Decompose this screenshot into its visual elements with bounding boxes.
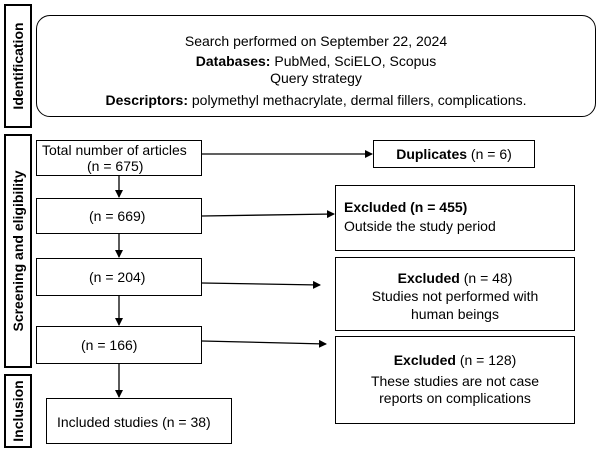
databases-label: Databases: [195,53,271,69]
descriptors-label: Descriptors: [105,92,188,108]
excluded-128-reason-line1: These studies are not case [370,373,540,389]
search-date-line: Search performed on September 22, 2024 [184,33,448,49]
section-inclusion-label: Inclusion [10,380,26,442]
excluded-48-reason-line2: human beings [411,306,499,322]
included-studies-label: Included studies (n = 38) [57,414,211,430]
databases-value: PubMed, SciELO, Scopus [270,53,437,69]
section-screening-label: Screening and eligibility [10,170,26,332]
records-669-count: (n = 669) [89,208,146,224]
total-articles-label: Total number of articles [42,142,187,158]
records-204-count: (n = 204) [89,269,146,285]
duplicates-count: (n = 6) [467,146,512,162]
excluded-455-reason: Outside the study period [344,218,496,234]
total-articles-count: (n = 675) [87,158,144,174]
excluded-128-reason-line2: reports on complications [379,390,531,406]
excluded-48-count: (n = 48) [459,270,513,286]
excluded-128-label: Excluded [393,352,456,368]
excluded-48-reason-line1: Studies not performed with [371,288,539,304]
duplicates-label: Duplicates [396,146,468,162]
arrow-to-excluded-48 [202,283,320,285]
descriptors-value: polymethyl methacrylate, dermal fillers, complications. [188,92,527,108]
excluded-48-label: Excluded [397,270,460,286]
section-identification-label: Identification [10,22,26,110]
arrow-to-excluded-455 [202,214,334,216]
excluded-455-label: Excluded (n = 455) [344,199,468,215]
arrow-to-excluded-128 [202,341,326,344]
query-strategy-line: Query strategy [270,70,362,86]
excluded-128-count: (n = 128) [455,352,517,368]
records-166-count: (n = 166) [81,337,138,353]
